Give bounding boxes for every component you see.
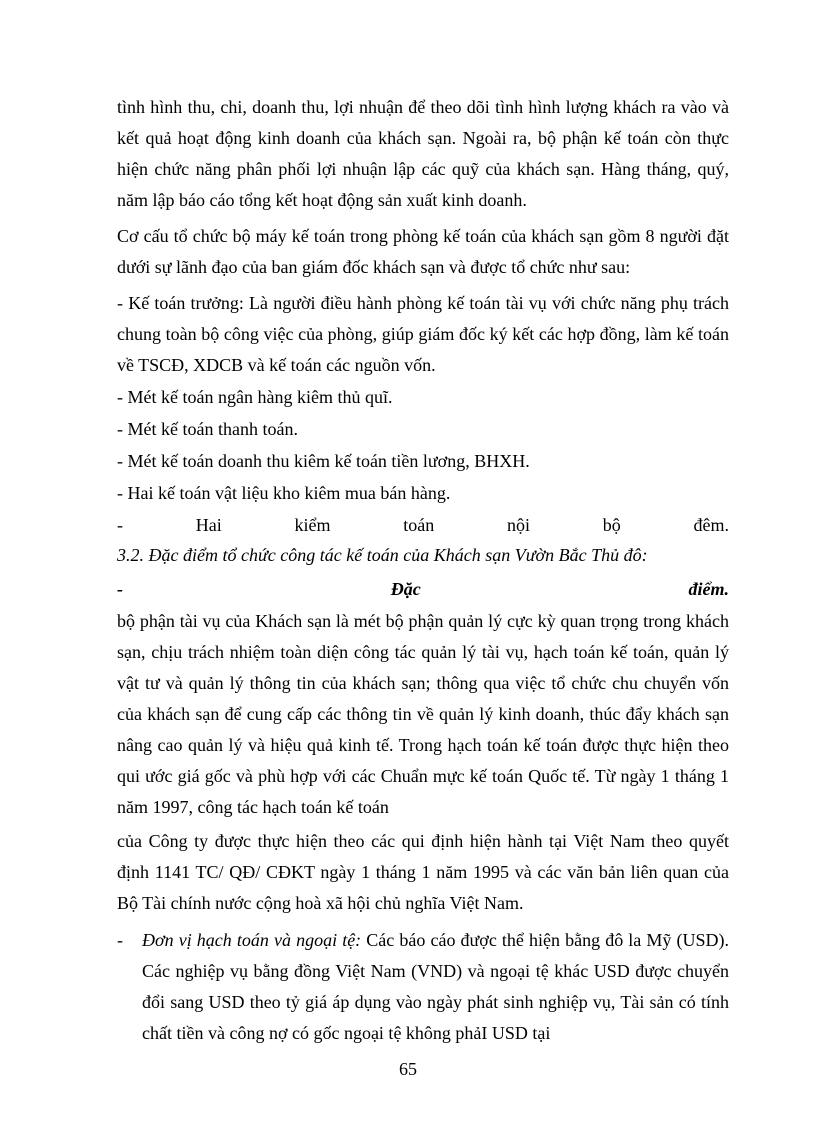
list-item-chief-accountant: - Kế toán trưởng: Là người điều hành phòng kế toán tài vụ với chức năng phụ trách chung toàn bộ công việc của phòng, giúp giám đốc ký kết các hợp đồng, làm kế toán về TSCĐ, XDCB và kế toán các nguồn vốn. [117, 293, 729, 375]
list-item-revenue-accountant: - Mét kế toán doanh thu kiêm kế toán tiền lương, BHXH. [117, 451, 530, 471]
paragraph-regulations: của Công ty được thực hiện theo các qui định hiện hành tại Việt Nam theo quyết định 1141 TC/ QĐ/ CĐKT ngày 1 tháng 1 năm 1995 và các văn bản liên quan của Bộ Tài chính nước cộng hoà xã hội chủ nghĩa Việt Nam. [117, 831, 729, 913]
list-item-bank-accountant: - Mét kế toán ngân hàng kiêm thủ quĩ. [117, 387, 393, 407]
feature-heading: - Đặc điểm. [117, 579, 729, 599]
bullet-dash: - [117, 930, 123, 950]
list-item-materials-accountant: - Hai kế toán vật liệu kho kiêm mua bán hàng. [117, 483, 451, 503]
list-item-payment-accountant: - Mét kế toán thanh toán. [117, 419, 298, 439]
body-text [117, 92, 729, 1049]
paragraph-finance-department: bộ phận tài vụ của Khách sạn là mét bộ phận quản lý cực kỳ quan trọng trong khách sạn, chịu trách nhiệm toàn diện công tác quản lý tài vụ, hạch toán kế toán, quản lý vật tư và quản lý thông tin của khách sạn; thông qua việc tổ chức chu chuyển vốn của khách sạn để cung cấp các thông tin về quản lý kinh doanh, thúc đẩy khách sạn nâng cao quản lý và hiệu quả kinh tế. Trong hạch toán kế toán được thực hiện theo qui ước giá gốc và phù hợp với các Chuẩn mực kế toán Quốc tế. Từ ngày 1 tháng 1 năm 1997, công tác hạch toán kế toán [117, 611, 729, 817]
section-heading: 3.2. Đặc điểm tổ chức công tác kế toán của Khách sạn Vườn Bắc Thủ đô: [117, 545, 648, 565]
bullet-currency-unit [117, 925, 729, 1049]
page-number: 65 [399, 1059, 417, 1079]
bullet-label: Đơn vị hạch toán và ngoại tệ: [142, 930, 362, 950]
list-item-internal-audit: - Hai kiểm toán nội bộ đêm. [117, 515, 729, 535]
paragraph-org-structure: Cơ cấu tổ chức bộ máy kế toán trong phòng kế toán của khách sạn gồm 8 người đặt dưới sự lãnh đạo của ban giám đốc khách sạn và được tổ chức như sau: [117, 226, 729, 277]
paragraph-accounting-duties: tình hình thu, chi, doanh thu, lợi nhuận để theo dõi tình hình lượng khách ra vào và kết quả hoạt động kinh doanh của khách sạn. Ngoài ra, bộ phận kế toán còn thực hiện chức năng phân phối lợi nhuận lập các quỹ của khách sạn. Hàng tháng, quý, năm lập báo cáo tổng kết hoạt động sản xuất kinh doanh. [117, 97, 729, 210]
bullet-text: Các báo cáo được thể hiện bằng đô la Mỹ (USD). Các nghiệp vụ bằng đồng Việt Nam (VND) và ngoại tệ khác USD được chuyển đổi sang USD theo tỷ giá áp dụng vào ngày phát sinh nghiệp vụ, Tài sản có tính chất tiền và công nợ có gốc ngoại tệ không phảI USD tại [142, 930, 729, 1043]
